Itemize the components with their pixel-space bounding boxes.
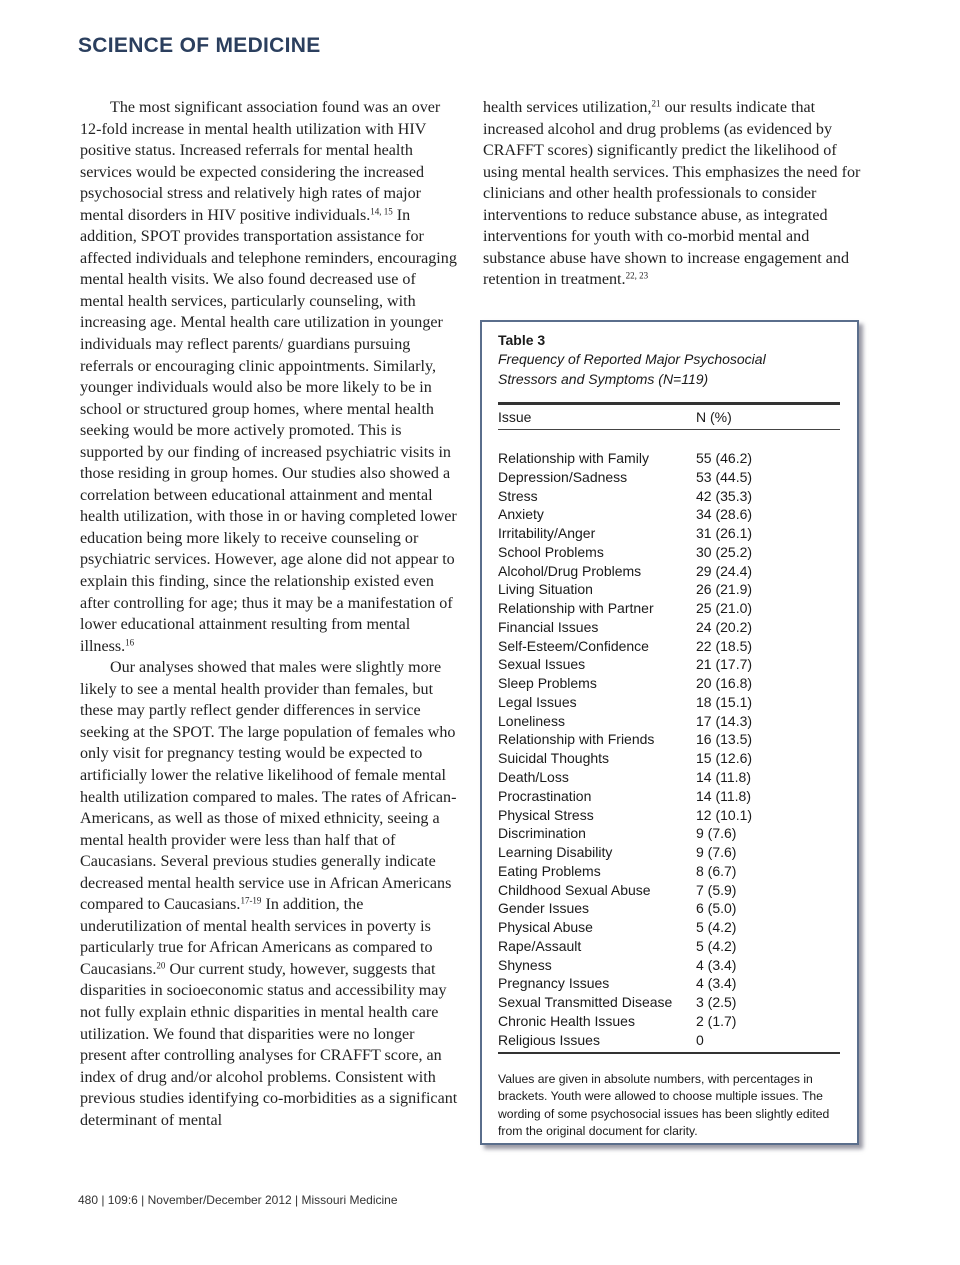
table-row: [498, 618, 840, 637]
count-cell: 14 (11.8): [696, 787, 751, 804]
count-cell: 30 (25.2): [696, 543, 753, 560]
table-row: [498, 712, 840, 731]
table-row: [498, 543, 840, 562]
count-cell: 26 (21.9): [696, 581, 753, 598]
paragraph-3: [483, 97, 868, 291]
issue-cell: Relationship with Partner: [498, 600, 654, 617]
issue-cell: Stress: [498, 487, 538, 504]
p2-text-c: Our current study, however, suggests that disparities in socioeconomic status and accessibility may not fully explain ethnic disparities in mental health care utilization. We found that disparities were no longer present after controlling analyses for CRAFFT score, an index of drug and/or alcohol problems. Consistent with previous studies identifying co-morbidities as a significant determinant of mental: [80, 960, 458, 1129]
table-row: [498, 562, 840, 581]
table-row: [498, 693, 840, 712]
table-row: [498, 787, 840, 806]
count-cell: 7 (5.9): [696, 881, 737, 898]
p1-text-a: The most significant association found was an over 12-fold increase in mental health utilization with HIV positive status. Increased referrals for mental health services would be expected considering the increased psychosocial stress and relatively high rates of major mental disorders in HIV positive individuals.: [80, 99, 441, 224]
count-cell: 6 (5.0): [696, 900, 737, 917]
issue-cell: Loneliness: [498, 712, 565, 729]
count-cell: 17 (14.3): [696, 712, 753, 729]
issue-cell: Sexual Transmitted Disease: [498, 994, 673, 1011]
citation-16: 16: [125, 637, 135, 648]
issue-cell: Irritability/Anger: [498, 525, 596, 542]
issue-cell: Shyness: [498, 956, 552, 973]
issue-cell: Discrimination: [498, 825, 586, 842]
table-row: [498, 674, 840, 693]
issue-cell: Alcohol/Drug Problems: [498, 562, 642, 579]
count-cell: 4 (3.4): [696, 956, 737, 973]
table-row: [498, 937, 840, 956]
table-body: [498, 449, 840, 1050]
issue-cell: Procrastination: [498, 787, 592, 804]
issue-cell: Sexual Issues: [498, 656, 586, 673]
table-header-rule: [498, 429, 840, 430]
p2-text-a: Our analyses showed that males were slightly more likely to see a mental health provider than females, but these may partly reflect gender differences in service seeking at the SPOT. The large population of females who only visit for pregnancy testing would be expected to artificially lower the relative likelihood of female mental health utilization compared to males. The rates of African-Americans, as well as those of mixed ethnicity, seeing a mental health provider were less than half that of Caucasians. Several previous studies generally indicate decreased mental health service use in African Americans compared to Caucasians.: [80, 659, 457, 914]
paragraph-2: [80, 657, 458, 1131]
count-cell: 18 (15.1): [696, 693, 753, 710]
table-row: [498, 862, 840, 881]
count-cell: 2 (1.7): [696, 1012, 737, 1029]
issue-cell: Pregnancy Issues: [498, 975, 610, 992]
count-cell: 14 (11.8): [696, 769, 751, 786]
citation-21: 21: [651, 98, 661, 109]
table-row: [498, 637, 840, 656]
issue-cell: Eating Problems: [498, 862, 601, 879]
count-cell: 9 (7.6): [696, 825, 737, 842]
count-cell: 4 (3.4): [696, 975, 737, 992]
count-cell: 34 (28.6): [696, 506, 753, 523]
count-cell: 15 (12.6): [696, 750, 753, 767]
count-cell: 20 (16.8): [696, 675, 753, 692]
table-caption: Frequency of Reported Major Psychosocial Stressors and Symptoms (N=119): [498, 351, 766, 387]
count-cell: 9 (7.6): [696, 844, 737, 861]
table-row: [498, 843, 840, 862]
issue-cell: Sleep Problems: [498, 675, 597, 692]
table-row: [498, 580, 840, 599]
left-column: [80, 97, 458, 1131]
table-row: [498, 824, 840, 843]
table-3: [480, 320, 859, 1145]
count-cell: 42 (35.3): [696, 487, 753, 504]
table-row: [498, 956, 840, 975]
table-top-rule: [498, 402, 840, 405]
count-cell: 16 (13.5): [696, 731, 753, 748]
count-cell: 55 (46.2): [696, 450, 753, 466]
count-cell: 53 (44.5): [696, 468, 753, 485]
table-row: [498, 768, 840, 787]
column-header-n: N (%): [696, 409, 732, 425]
table-row: [498, 974, 840, 993]
count-cell: 8 (6.7): [696, 862, 737, 879]
p3-text-a: health services utilization,: [483, 99, 652, 116]
issue-cell: Death/Loss: [498, 769, 569, 786]
column-header-issue: Issue: [498, 409, 532, 425]
issue-cell: Anxiety: [498, 506, 544, 523]
count-cell: 25 (21.0): [696, 600, 753, 617]
table-row: [498, 599, 840, 618]
citation-20: 20: [156, 960, 166, 971]
issue-cell: Childhood Sexual Abuse: [498, 881, 651, 898]
p3-text-b: our results indicate that increased alcohol and drug problems (as evidenced by CRAFFT scores) significantly predict the likelihood of using mental health services. This emphasizes the need for clinicians and other health professionals to consider interventions to reduce substance abuse, as integrated interventions for youth with co-morbid mental and substance abuse have shown to increase engagement and retention in treatment.: [483, 99, 861, 289]
count-cell: 21 (17.7): [696, 656, 753, 673]
issue-cell: Learning Disability: [498, 844, 613, 861]
count-cell: 5 (4.2): [696, 937, 737, 954]
count-cell: 22 (18.5): [696, 637, 753, 654]
issue-cell: Physical Abuse: [498, 919, 593, 936]
issue-cell: Relationship with Friends: [498, 731, 655, 748]
count-cell: 24 (20.2): [696, 618, 753, 635]
count-cell: 3 (2.5): [696, 994, 737, 1011]
count-cell: 12 (10.1): [696, 806, 753, 823]
table-row: [498, 899, 840, 918]
issue-cell: Gender Issues: [498, 900, 590, 917]
table-row: [498, 881, 840, 900]
citation-14-15: 14, 15: [370, 206, 393, 217]
citation-22-23: 22, 23: [625, 270, 649, 281]
count-cell: 29 (24.4): [696, 562, 753, 579]
issue-cell: Legal Issues: [498, 693, 577, 710]
section-header: SCIENCE OF MEDICINE: [78, 34, 321, 57]
paragraph-1: [80, 97, 458, 657]
issue-cell: Self-Esteem/Confidence: [498, 637, 649, 654]
count-cell: 0: [696, 1031, 704, 1048]
right-column: [483, 97, 868, 291]
table-note: Values are given in absolute numbers, with percentages in brackets. Youth were allowed to choose multiple issues. The wording of some psychosocial issues has been slightly edited from the original document for clarity.: [498, 1072, 830, 1138]
table-row: [498, 1012, 840, 1031]
page-footer: 480 | 109:6 | November/December 2012 | Missouri Medicine: [78, 1193, 398, 1207]
p1-text-b: In addition, SPOT provides transportation assistance for affected individuals and telephone reminders, encouraging mental health visits. We also found decreased use of mental health services, particularly counseling, with increasing age. Mental health care utilization in younger individuals may reflect parents/ guardians pursuing referrals or encouraging clinic appointments. Similarly, younger individuals would also be more likely to be in school or structured group homes, where mental health seeking would be more actively promoted. This is supported by our finding of increased psychiatric visits in those residing in group homes. Our studies also showed a correlation between educational attainment and mental health utilization, with those in or having completed lower education being more likely to receive counseling or psychiatric services. However, age alone did not appear to explain this finding, since the relationship existed even after controlling for age; thus it may be a manifestation of lower educational attainment resulting from mental illness.: [80, 206, 457, 655]
issue-cell: Chronic Health Issues: [498, 1012, 635, 1029]
table-row: [498, 918, 840, 937]
table-row: [498, 749, 840, 768]
table-row: [498, 449, 840, 468]
issue-cell: Physical Stress: [498, 806, 594, 823]
table-row: [498, 730, 840, 749]
issue-cell: School Problems: [498, 543, 604, 560]
table-row: [498, 468, 840, 487]
issue-cell: Depression/Sadness: [498, 468, 628, 485]
issue-cell: Relationship with Family: [498, 450, 649, 466]
table-bottom-rule: [498, 1052, 840, 1054]
table-row: [498, 524, 840, 543]
count-cell: 31 (26.1): [696, 525, 753, 542]
issue-cell: Living Situation: [498, 581, 593, 598]
p2-text-b: In addition, the underutilization of mental health services in poverty is particularly true for African Americans as compared to Caucasians.: [80, 896, 433, 978]
table-row: [498, 655, 840, 674]
table-header-row: [498, 409, 840, 429]
table-row: [498, 1031, 840, 1050]
table-row: [498, 505, 840, 524]
issue-cell: Suicidal Thoughts: [498, 750, 610, 767]
issue-cell: Rape/Assault: [498, 937, 582, 954]
table-row: [498, 806, 840, 825]
count-cell: 5 (4.2): [696, 919, 737, 936]
table-row: [498, 487, 840, 506]
table-row: [498, 993, 840, 1012]
table-label: Table 3: [498, 332, 546, 348]
issue-cell: Religious Issues: [498, 1031, 600, 1048]
issue-cell: Financial Issues: [498, 618, 599, 635]
citation-17-19: 17-19: [240, 895, 262, 906]
